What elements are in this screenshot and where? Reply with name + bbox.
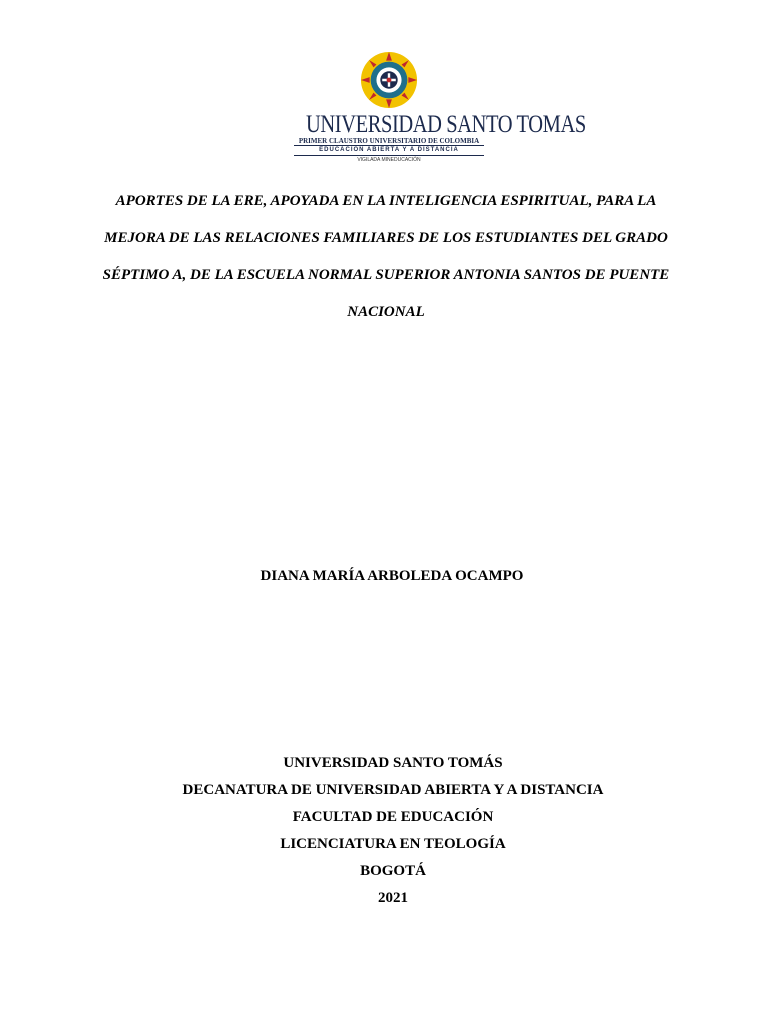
- institution-faculty: FACULTAD DE EDUCACIÓN: [292, 809, 494, 825]
- author-name: DIANA MARÍA ARBOLEDA OCAMPO: [260, 568, 524, 584]
- university-logo: [288, 50, 586, 168]
- institution-university: UNIVERSIDAD SANTO TOMÁS: [283, 755, 503, 771]
- accreditation-text: VIGILADA MINEDUCACIÓN: [357, 157, 421, 163]
- title-line-1: APORTES DE LA ERE, APOYADA EN LA INTELIGENCIA ESPIRITUAL, PARA LA: [115, 193, 657, 209]
- institution-program: LICENCIATURA EN TEOLOGÍA: [280, 836, 506, 852]
- title-line-3: SÉPTIMO A, DE LA ESCUELA NORMAL SUPERIOR ANTONIA SANTOS DE PUENTE: [102, 267, 670, 283]
- institution-deanship: DECANATURA DE UNIVERSIDAD ABIERTA Y A DISTANCIA: [182, 782, 604, 798]
- thesis-title: [86, 183, 686, 331]
- institution-block: [0, 750, 768, 912]
- university-program: EDUCACIÓN ABIERTA Y A DISTANCIA: [319, 147, 459, 153]
- institution-city: BOGOTÁ: [360, 863, 426, 879]
- title-line-4: NACIONAL: [347, 304, 425, 320]
- logo-divider-2: [294, 155, 484, 156]
- university-name: UNIVERSIDAD SANTO TOMAS: [306, 111, 586, 138]
- institution-year: 2021: [378, 890, 408, 906]
- university-seal-icon: [360, 50, 418, 110]
- title-line-2: MEJORA DE LAS RELACIONES FAMILIARES DE LOS ESTUDIANTES DEL GRADO: [104, 230, 668, 246]
- university-subtitle: PRIMER CLAUSTRO UNIVERSITARIO DE COLOMBIA: [298, 137, 480, 145]
- logo-divider: [294, 145, 484, 146]
